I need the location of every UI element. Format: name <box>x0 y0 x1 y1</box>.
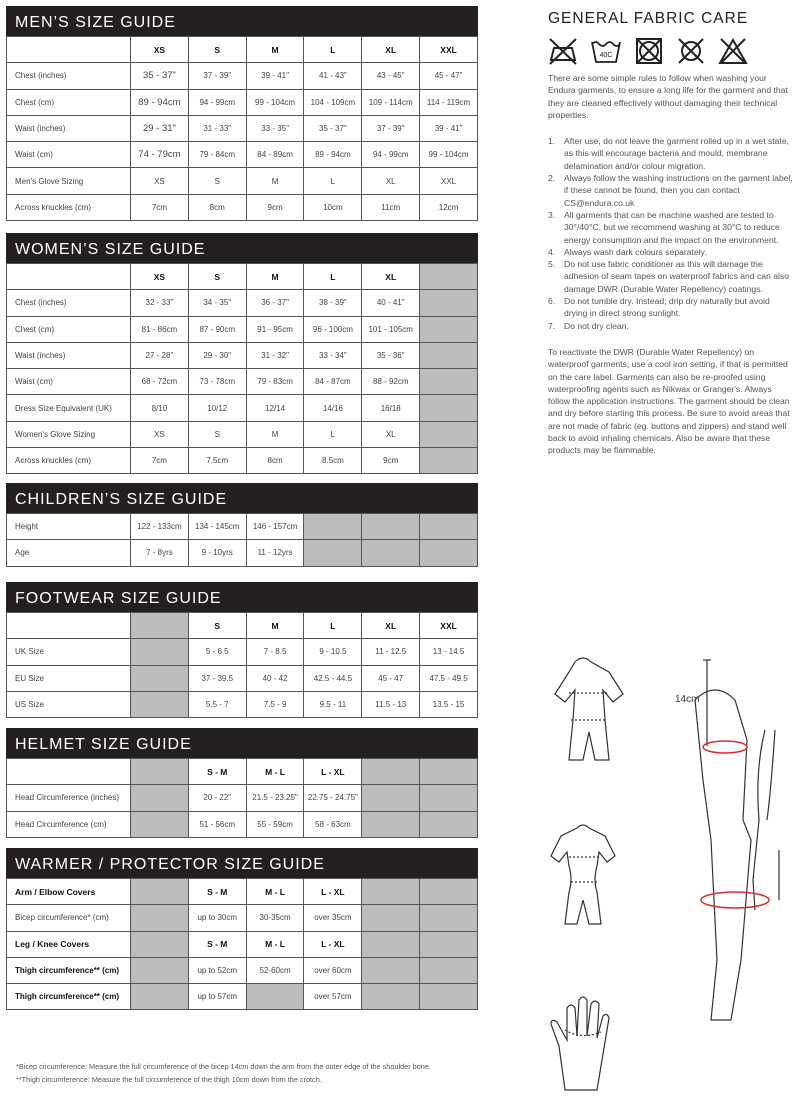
rule-text: Do not tumble dry. Instead, drip dry naturally but avoid drying in direct strong sunlight. <box>564 296 770 319</box>
table-cell: L <box>304 168 362 194</box>
table-cell: S - M <box>188 879 246 905</box>
fabric-care-title: GENERAL FABRIC CARE <box>548 10 749 27</box>
table-cell: 8/10 <box>131 395 189 421</box>
table-cell: 11cm <box>362 194 420 220</box>
fabric-care-section <box>548 10 793 457</box>
table-cell: 7.5cm <box>188 448 246 474</box>
table-row <box>7 168 478 194</box>
row-label: Dress Size Equivalent (UK) <box>7 395 131 421</box>
care-rule <box>548 246 793 258</box>
table-cell: 8.5cm <box>304 448 362 474</box>
empty-cell <box>420 514 478 540</box>
table-cell: XXL <box>420 37 478 63</box>
table-cell: 31 - 32" <box>246 342 304 368</box>
table-cell: 32 - 33" <box>131 290 189 316</box>
table-cell: 7cm <box>131 194 189 220</box>
table-cell: 88 - 92cm <box>362 369 420 395</box>
table-cell: XXL <box>420 613 478 639</box>
table-cell: L <box>304 264 362 290</box>
size-table <box>6 513 478 567</box>
table-cell: 10cm <box>304 194 362 220</box>
row-label: UK Size <box>7 639 131 665</box>
row-label <box>7 613 131 639</box>
row-label: Across knuckles (cm) <box>7 448 131 474</box>
row-label: Waist (inches) <box>7 115 131 141</box>
empty-cell <box>362 931 420 957</box>
table-cell: L <box>304 37 362 63</box>
table-cell: 73 - 78cm <box>188 369 246 395</box>
table-cell: 5.5 - 7 <box>188 691 246 717</box>
empty-cell <box>131 613 189 639</box>
table-cell: XL <box>362 421 420 447</box>
table-cell: over 60cm <box>304 957 362 983</box>
row-label: Height <box>7 514 131 540</box>
table-cell: 74 - 79cm <box>131 142 189 168</box>
rule-text: Do not use fabric conditioner as this will damage the adhesion of seam tapes on waterproof fabrics and can also damage DWR (Durable Water Repellency) coatings. <box>564 259 790 294</box>
table-cell: XL <box>362 613 420 639</box>
table-cell: 10/12 <box>188 395 246 421</box>
empty-cell <box>420 369 478 395</box>
table-cell: 7cm <box>131 448 189 474</box>
guide-title: FOOTWEAR SIZE GUIDE <box>6 582 478 612</box>
table-cell: 89 - 94cm <box>131 89 189 115</box>
table-cell: 109 - 114cm <box>362 89 420 115</box>
table-cell: 84 - 89cm <box>246 142 304 168</box>
table-cell: L - XL <box>304 879 362 905</box>
guide-title: CHILDREN’S SIZE GUIDE <box>6 483 478 513</box>
table-cell: XS <box>131 264 189 290</box>
table-cell: up to 30cm <box>188 905 246 931</box>
row-label: Chest (inches) <box>7 290 131 316</box>
do-not-bleach-icon <box>718 36 748 66</box>
table-cell: M <box>246 613 304 639</box>
empty-cell <box>362 879 420 905</box>
empty-cell <box>131 665 189 691</box>
empty-cell <box>420 931 478 957</box>
table-cell: 45 - 47 <box>362 665 420 691</box>
table-row <box>7 89 478 115</box>
empty-cell <box>304 514 362 540</box>
table-cell: 21.5 - 23.25" <box>246 785 304 811</box>
table-cell: 9 - 10yrs <box>188 540 246 566</box>
table-cell: 11 - 12.5 <box>362 639 420 665</box>
table-cell: 122 - 133cm <box>131 514 189 540</box>
empty-cell <box>420 264 478 290</box>
rule-text: Do not dry clean. <box>564 320 629 331</box>
table-row <box>7 691 478 717</box>
empty-cell <box>131 691 189 717</box>
care-rule <box>548 258 793 295</box>
table-row <box>7 395 478 421</box>
table-cell: 87 - 90cm <box>188 316 246 342</box>
mens-body-figure <box>555 658 623 760</box>
size-table <box>6 758 478 838</box>
table-cell: 51 - 56cm <box>188 811 246 837</box>
table-row <box>7 115 478 141</box>
table-header-row <box>7 759 478 785</box>
empty-cell <box>131 759 189 785</box>
table-row <box>7 142 478 168</box>
row-label <box>7 759 131 785</box>
empty-cell <box>131 879 189 905</box>
table-cell: 40 - 42 <box>246 665 304 691</box>
table-cell: 16/18 <box>362 395 420 421</box>
table-cell: 101 - 105cm <box>362 316 420 342</box>
wash-40c-icon <box>590 36 622 66</box>
empty-cell <box>131 957 189 983</box>
table-cell: 14/16 <box>304 395 362 421</box>
row-label: Bicep circumference* (cm) <box>7 905 131 931</box>
table-cell: S <box>188 37 246 63</box>
guide-title: MEN’S SIZE GUIDE <box>6 6 478 36</box>
table-cell: 9cm <box>246 194 304 220</box>
do-not-dry-clean-icon <box>676 36 706 66</box>
size-table <box>6 612 478 718</box>
rule-text: Always follow the washing instructions on the garment label, if these cannot be found, then you can contact CS@endura.co.uk <box>564 173 793 208</box>
table-header-row <box>7 613 478 639</box>
empty-cell <box>420 957 478 983</box>
do-not-tumble-dry-icon <box>634 36 664 66</box>
do-not-iron-icon <box>548 36 578 66</box>
size-table <box>6 878 478 1010</box>
table-cell: 58 - 63cm <box>304 811 362 837</box>
rule-text: All garments that can be machine washed are tested to 30°/40°C, but we recommend washing at 30°C to reduce energy consumption and the impact on the environment. <box>564 209 780 245</box>
rule-number: 7. <box>548 320 556 331</box>
table-row <box>7 342 478 368</box>
table-cell: XL <box>362 37 420 63</box>
empty-cell <box>420 905 478 931</box>
empty-cell <box>420 342 478 368</box>
empty-cell <box>246 984 304 1010</box>
table-row <box>7 63 478 89</box>
rule-number: 2. <box>548 173 556 184</box>
table-cell: M <box>246 37 304 63</box>
guide-title: HELMET SIZE GUIDE <box>6 728 478 758</box>
care-rule <box>548 209 793 246</box>
empty-cell <box>131 905 189 931</box>
empty-cell <box>362 984 420 1010</box>
table-cell: XS <box>131 37 189 63</box>
guide-helmet <box>6 728 478 838</box>
guide-mens <box>6 6 478 221</box>
table-cell: 40 - 41" <box>362 290 420 316</box>
table-cell: 81 - 86cm <box>131 316 189 342</box>
rule-number: 5. <box>548 259 556 270</box>
table-cell: 79 - 84cm <box>188 142 246 168</box>
table-cell: S - M <box>188 759 246 785</box>
guide-title: WARMER / PROTECTOR SIZE GUIDE <box>6 848 478 878</box>
table-row <box>7 448 478 474</box>
row-label: Head Circumference (cm) <box>7 811 131 837</box>
table-cell: 43 - 45" <box>362 63 420 89</box>
table-row <box>7 194 478 220</box>
table-cell: 37 - 39" <box>362 115 420 141</box>
empty-cell <box>131 811 189 837</box>
rule-text: Always wash dark colours separately. <box>564 246 707 257</box>
table-cell: 8cm <box>246 448 304 474</box>
row-label: Women's Glove Sizing <box>7 421 131 447</box>
table-cell: 94 - 99cm <box>188 89 246 115</box>
table-cell: XL <box>362 168 420 194</box>
hand-figure <box>551 997 609 1090</box>
row-label: Across knuckles (cm) <box>7 194 131 220</box>
empty-cell <box>420 879 478 905</box>
table-header-row <box>7 931 478 957</box>
table-cell: 52-60cm <box>246 957 304 983</box>
table-cell: 9cm <box>362 448 420 474</box>
table-cell: 84 - 87cm <box>304 369 362 395</box>
empty-cell <box>362 957 420 983</box>
row-label: Chest (cm) <box>7 89 131 115</box>
empty-cell <box>131 639 189 665</box>
size-table <box>6 36 478 221</box>
table-cell: 96 - 100cm <box>304 316 362 342</box>
guide-footwear <box>6 582 478 718</box>
reactivate-dwr-text: To reactivate the DWR (Durable Water Repellency) on waterproof garments, use a cool iron setting, if that is permitted on the care label. Garments can also be re-proofed using waterproofing agents such as Nikwax or Granger's. Always follow the application instructions. The garment should be clean and dry before starting this process. Be sure to avoid areas that are not made of fabric (eg. buttons and zippers) and stand well back to avoid inhaling chemicals. Also be aware that these products may be flammable. <box>548 346 790 456</box>
empty-cell <box>131 931 189 957</box>
table-row <box>7 421 478 447</box>
table-row <box>7 369 478 395</box>
table-cell: L <box>304 613 362 639</box>
empty-cell <box>420 759 478 785</box>
empty-cell <box>420 290 478 316</box>
rule-number: 4. <box>548 246 556 257</box>
care-rule <box>548 320 793 332</box>
empty-cell <box>420 785 478 811</box>
table-cell: XL <box>362 264 420 290</box>
table-cell: S - M <box>188 931 246 957</box>
footnote-bicep: *Bicep circumference: Measure the full circumference of the bicep 14cm down the arm from the outer edge of the shoulder bone. <box>16 1062 431 1071</box>
table-cell: 79 - 83cm <box>246 369 304 395</box>
row-label <box>7 37 131 63</box>
measurement-figures <box>535 650 800 1110</box>
arm-leg-figure <box>695 660 779 1020</box>
rule-number: 1. <box>548 136 556 147</box>
footnote-thigh: **Thigh circumference: Measure the full circumference of the thigh 10cm down from the crotch. <box>16 1075 322 1084</box>
table-cell: 7.5 - 9 <box>246 691 304 717</box>
empty-cell <box>420 984 478 1010</box>
table-cell: 27 - 28" <box>131 342 189 368</box>
table-cell: XXL <box>420 168 478 194</box>
table-cell: 33 - 35" <box>246 115 304 141</box>
table-cell: S <box>188 613 246 639</box>
table-header-row <box>7 879 478 905</box>
table-cell: 99 - 104cm <box>420 142 478 168</box>
table-row <box>7 905 478 931</box>
empty-cell <box>362 759 420 785</box>
row-label: Chest (cm) <box>7 316 131 342</box>
empty-cell <box>362 811 420 837</box>
arm-measure-label: 14cm <box>675 694 700 705</box>
table-row <box>7 540 478 566</box>
row-label: US Size <box>7 691 131 717</box>
empty-cell <box>420 448 478 474</box>
table-cell: over 35cm <box>304 905 362 931</box>
rule-text: After use, do not leave the garment rolled up in a wet state, as this will encourage bacteria and mould, membrane delamination and/or colour migration. <box>564 136 790 171</box>
table-cell: L - XL <box>304 759 362 785</box>
care-rule <box>548 135 793 172</box>
table-cell: 13 - 14.5 <box>420 639 478 665</box>
size-table <box>6 263 478 474</box>
care-rule <box>548 172 793 209</box>
table-cell: 31 - 33" <box>188 115 246 141</box>
table-row <box>7 316 478 342</box>
empty-cell <box>420 395 478 421</box>
row-label: Leg / Knee Covers <box>7 931 131 957</box>
table-cell: 35 - 37" <box>304 115 362 141</box>
row-label: Arm / Elbow Covers <box>7 879 131 905</box>
empty-cell <box>131 785 189 811</box>
table-cell: 29 - 30" <box>188 342 246 368</box>
row-label: Age <box>7 540 131 566</box>
empty-cell <box>362 514 420 540</box>
empty-cell <box>420 316 478 342</box>
table-cell: 37 - 39.5 <box>188 665 246 691</box>
care-icons <box>548 36 793 66</box>
table-cell: 39 - 41" <box>420 115 478 141</box>
table-cell: S <box>188 264 246 290</box>
table-row <box>7 514 478 540</box>
table-cell: M - L <box>246 759 304 785</box>
table-cell: 7 - 8yrs <box>131 540 189 566</box>
table-cell: L - XL <box>304 931 362 957</box>
table-cell: M - L <box>246 879 304 905</box>
table-cell: 34 - 35" <box>188 290 246 316</box>
table-row <box>7 984 478 1010</box>
table-cell: 38 - 39" <box>304 290 362 316</box>
table-row <box>7 785 478 811</box>
empty-cell <box>362 905 420 931</box>
womens-body-figure <box>551 825 615 924</box>
table-cell: 12/14 <box>246 395 304 421</box>
rule-number: 3. <box>548 209 556 220</box>
table-cell: M - L <box>246 931 304 957</box>
guide-warmer <box>6 848 478 1010</box>
row-label: Head Circumference (inches) <box>7 785 131 811</box>
row-label <box>7 264 131 290</box>
table-cell: 114 - 119cm <box>420 89 478 115</box>
table-cell: M <box>246 168 304 194</box>
row-label: Thigh circumference** (cm) <box>7 957 131 983</box>
table-cell: 68 - 72cm <box>131 369 189 395</box>
table-cell: 11 - 12yrs <box>246 540 304 566</box>
table-header-row <box>7 264 478 290</box>
table-row <box>7 811 478 837</box>
guide-childrens <box>6 483 478 567</box>
table-cell: 5 - 6.5 <box>188 639 246 665</box>
table-cell: 13.5 - 15 <box>420 691 478 717</box>
empty-cell <box>420 811 478 837</box>
empty-cell <box>131 984 189 1010</box>
guide-title: WOMEN’S SIZE GUIDE <box>6 233 478 263</box>
row-label: Thigh circumference** (cm) <box>7 984 131 1010</box>
care-intro: There are some simple rules to follow when washing your Endura garments, to ensure a long life for the garment and that they are cleaned effectively without damaging their technical properties. <box>548 73 788 120</box>
table-cell: 11.5 - 13 <box>362 691 420 717</box>
table-cell: 99 - 104cm <box>246 89 304 115</box>
table-cell: 12cm <box>420 194 478 220</box>
table-cell: 33 - 34" <box>304 342 362 368</box>
table-cell: XS <box>131 421 189 447</box>
table-cell: M <box>246 264 304 290</box>
row-label: Waist (inches) <box>7 342 131 368</box>
row-label: EU Size <box>7 665 131 691</box>
table-cell: 9.5 - 11 <box>304 691 362 717</box>
table-cell: 39 - 41" <box>246 63 304 89</box>
table-cell: 20 - 22" <box>188 785 246 811</box>
table-cell: 9 - 10.5 <box>304 639 362 665</box>
table-cell: 104 - 109cm <box>304 89 362 115</box>
table-cell: S <box>188 421 246 447</box>
table-cell: 35 - 36" <box>362 342 420 368</box>
table-cell: 30-35cm <box>246 905 304 931</box>
table-cell: 41 - 43" <box>304 63 362 89</box>
table-cell: 22.75 - 24.75" <box>304 785 362 811</box>
table-cell: 45 - 47" <box>420 63 478 89</box>
table-cell: L <box>304 421 362 447</box>
svg-text:40C: 40C <box>599 52 613 59</box>
care-rule <box>548 295 793 320</box>
row-label: Waist (cm) <box>7 142 131 168</box>
table-cell: 7 - 8.5 <box>246 639 304 665</box>
table-cell: 35 - 37" <box>131 63 189 89</box>
table-row <box>7 639 478 665</box>
table-cell: M <box>246 421 304 447</box>
table-cell: 89 - 94cm <box>304 142 362 168</box>
table-cell: 94 - 99cm <box>362 142 420 168</box>
table-cell: 29 - 31" <box>131 115 189 141</box>
row-label: Waist (cm) <box>7 369 131 395</box>
table-cell: 42.5 - 44.5 <box>304 665 362 691</box>
table-cell: 55 - 59cm <box>246 811 304 837</box>
table-cell: 146 - 157cm <box>246 514 304 540</box>
empty-cell <box>362 540 420 566</box>
table-cell: 36 - 37" <box>246 290 304 316</box>
table-cell: 47.5 - 49.5 <box>420 665 478 691</box>
table-header-row <box>7 37 478 63</box>
table-cell: over 57cm <box>304 984 362 1010</box>
row-label: Chest (inches) <box>7 63 131 89</box>
table-cell: 134 - 145cm <box>188 514 246 540</box>
care-rules-list <box>548 135 793 332</box>
table-cell: up to 52cm <box>188 957 246 983</box>
guide-womens <box>6 233 478 474</box>
row-label: Men's Glove Sizing <box>7 168 131 194</box>
table-row <box>7 665 478 691</box>
empty-cell <box>362 785 420 811</box>
table-cell: XS <box>131 168 189 194</box>
table-cell: 37 - 39" <box>188 63 246 89</box>
table-cell: up to 57cm <box>188 984 246 1010</box>
table-row <box>7 957 478 983</box>
rule-number: 6. <box>548 296 556 307</box>
empty-cell <box>420 421 478 447</box>
table-cell: 91 - 95cm <box>246 316 304 342</box>
empty-cell <box>304 540 362 566</box>
table-cell: 8cm <box>188 194 246 220</box>
table-row <box>7 290 478 316</box>
empty-cell <box>420 540 478 566</box>
table-cell: S <box>188 168 246 194</box>
